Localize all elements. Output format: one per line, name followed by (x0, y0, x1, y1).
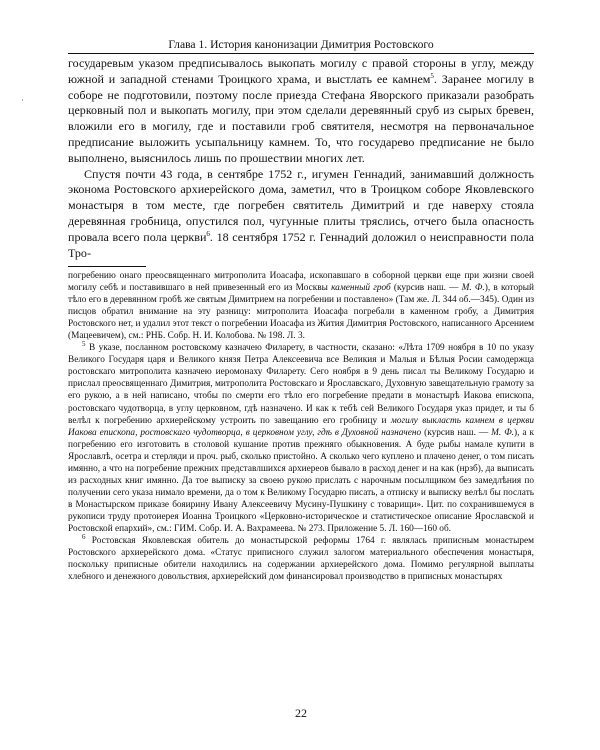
page-number: 22 (295, 706, 307, 720)
paragraph-1: государевым указом предписывалось выкопать могилу с правой стороны в углу, между южной и западной стенами Троицкого храма, и выстлать ее камнем$^5$. Заранее могилу в соборе не подготовили, поэтому после приезда Стефана Яворского приказали разобрать церковный пол и выкопать могилу, при этом сделали деревянный сруб из сырых бревен, вложили его в могилу, где и поставили гроб святителя, несмотря на первоначальное предписание выложить усыпальницу камнем. То, что государево предписание не было выполнено, выяснилось лишь по прошествии многих лет. (68, 56, 535, 165)
paragraph-2: Спустя почти 43 года, в сентябре 1752 г., игумен Геннадий, занимавший должность эконома Ростовского архиерейского дома, заметил, что в Троицком соборе Яковлевского монастыря в том месте, где погребен святитель Димитрий и где наверху стояла деревянная гробница, опустился пол, чугунные плиты тряслись, отчего была опасность провала всего пола церкви$^6$. 18 сентября 1752 г. Геннадий доложил о неисправности пола Тро- (68, 166, 535, 260)
footnotes (68, 270, 534, 583)
main-text (68, 56, 534, 261)
margin-mark: · (21, 95, 24, 105)
header-rule (68, 53, 534, 54)
footnote-rule (68, 266, 146, 267)
footnote-ref-6: 6 (206, 229, 210, 238)
footnote-marker-6: 6 (82, 532, 86, 541)
footnote-5: $^5$ В указе, посланном ростовскому казначею Филарету, в частности, сказано: «Лѣта 1709 ноября в 10 по указу Великого Государя царя и Великого князя Петра Алексеевича все Великия и Малыя и Бѣлыя Росии самодержца ростовскаго митрополита казначею иеромонаху Филарету. Сего ноября в 9 день писал ты Великому Государю и прислал преосвященнаго Димитрия, митрополита Ростовскаго и Ярославскаго, Духовную завещательную грамоту за его рукою, а в ней написано, чтобы по смерти его тѣло его погребение предати в монастырѣ Иакова епископа, ростовскаго чудотворца, в углу церковном, гдѣ назначено. И как к тебѣ сей Великого Государя указ придет, и ты б велѣл к погребению архиерейскому устроить по завещанию его гробницу и могилу выкласть камнем в церкви Иакова епископа, ростовскаго чудотворца, в церковном углу, гдѣ в Духовной назначено (курсив наш. — М. Ф.), а к погребению его изготовить в столовой кушание против прежняго обыкновения. А буде рыбы намале купити в Ярославлѣ, осетра и стерляди и проч. рыб, сколько пристойно. А сколько чего куплено и плачено денег, о том писать имянно, а что на погребение прежних представлшихся архиереов бывало в расход денег и на как (нрзб), да выписать из расходных книг имянно. Да тое выписку за своею рукою прислать с нарочным посылщиком без замедлѣния по получении сего указа нимало времени, да о том к Великому Государю писать, а отписку и выписку велѣл бы послать в Монастырском приказе бояирину Ивану Алексеевичу Мусину-Пушкину с товарищи». Цит. по сохранившемуся в рукописи труду протоиерея Иоанна Троицкого «Церковно-историческое и статистическое описание Ярославской и Ростовской епархий», см.: ГИМ. Собр. И. А. Вахрамеева. № 273. Приложение 5. Л. 160—160 об. (68, 340, 535, 534)
footnote-marker-5: 5 (82, 340, 86, 349)
footnote-6: $^6$ Ростовская Яковлевская обитель до монастырской реформы 1764 г. являлась приписным монастырем Ростовского архиерейского дома. «Статус приписного служил залогом материального обеспечения монастыря, поскольку приписные обители находились на содержании архиерейского дома. Помимо регулярной выплаты хлебного и денежного довольствия, архиерейский дом финансировал производство в приписных монастырях (68, 532, 534, 583)
footnote-continuation: погребению онаго преосвященнаго митрополита Иоасафа, ископавшаго в соборной церкви еще при жизни своей могилу себѣ и поставившаго в ней привезенный его из Москвы каменный гроб (курсив наш. — М. Ф.), в который тѣло его в деревянном гробѣ же святым Димитрием на погребении и поставлено» (Там же. Л. 344 об.—345). Один из писцов обратил внимание на эту разницу: митрополита Иоасафа погребали в каменном гробу, а Димитрия Ростовского нет, и удалил этот текст о погребении Иоасафа из Жития Димитрия Ростовского, написанного Арсением (Мацеевичем), см.: РНБ. Собр. Н. И. Колобова. № 198. Л. 3. (68, 271, 534, 342)
book-page (68, 0, 534, 750)
footnote-ref-5: 5 (430, 71, 434, 80)
running-head: Глава 1. История канонизации Димитрия Ростовского (168, 38, 434, 51)
